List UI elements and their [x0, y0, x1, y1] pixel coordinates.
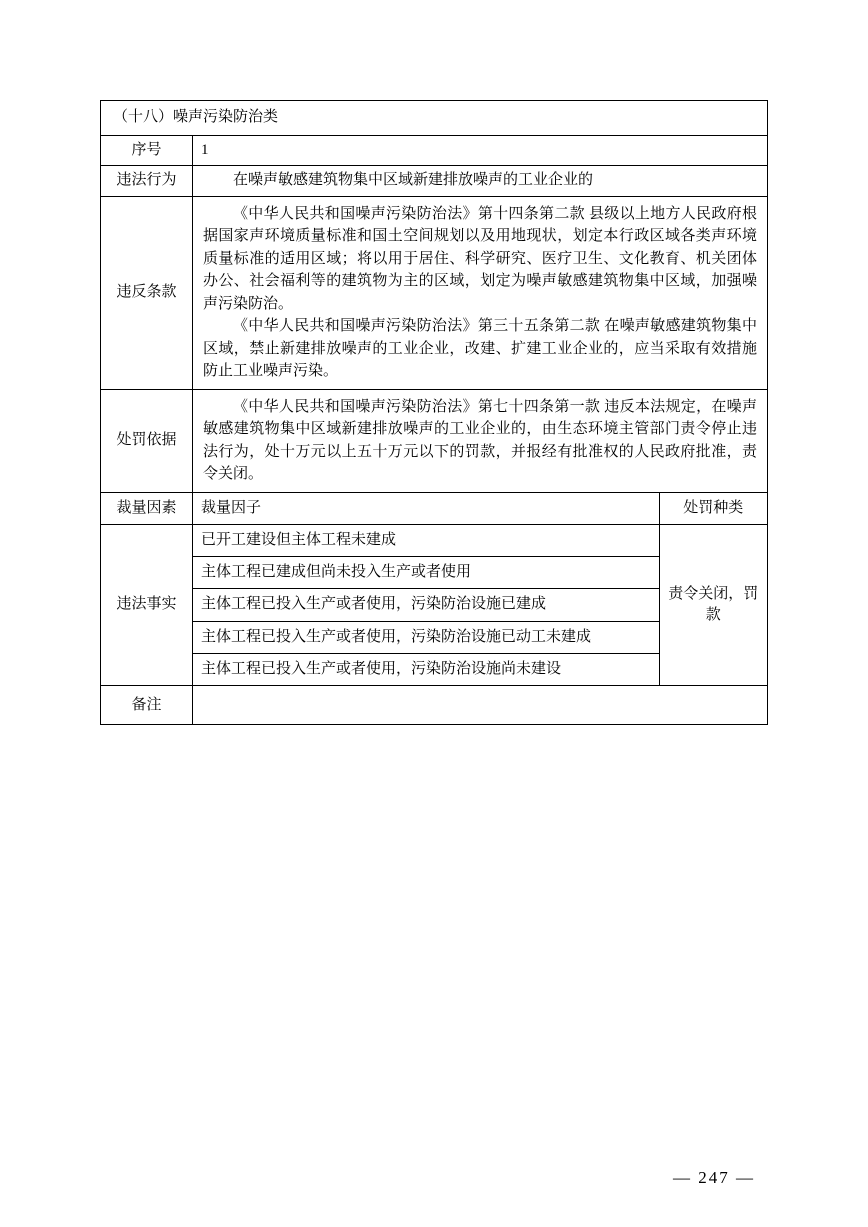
fact-item-2: 主体工程已建成但尚未投入生产或者使用 — [193, 557, 659, 589]
discretion-header-holder — [193, 492, 768, 524]
table-row — [193, 525, 767, 557]
clause-paragraph-1: 《中华人民共和国噪声污染防治法》第十四条第二款 县级以上地方人民政府根据国家声环境质量标准和国土空间规划以及用地现状，划定本行政区域各类声环境质量标准的适用区域；将以用于居住、科学研究、医疗卫生、文化教育、机关团体办公、社会福利等的建筑物为主的区域，划定为噪声敏感建筑物集中区域，加强噪声污染防治。 — [203, 205, 757, 312]
fact-item-1: 已开工建设但主体工程未建成 — [193, 525, 659, 557]
table-row-clause — [101, 196, 768, 389]
penalty-discretion-table — [100, 100, 768, 725]
discretion-header-table — [193, 493, 767, 524]
index-value: 1 — [193, 136, 768, 166]
index-label: 序号 — [101, 136, 193, 166]
penalty-basis-label: 处罚依据 — [101, 389, 193, 492]
note-label: 备注 — [101, 686, 193, 725]
violation-value: 在噪声敏感建筑物集中区域新建排放噪声的工业企业的 — [193, 166, 768, 196]
page-number — [0, 1168, 868, 1188]
table-row-penalty-basis — [101, 389, 768, 492]
table-row-section-title — [101, 101, 768, 136]
discretion-factor-header: 裁量因子 — [201, 499, 262, 516]
discretion-label: 裁量因素 — [101, 492, 193, 524]
table-row-index — [101, 136, 768, 166]
facts-holder — [193, 524, 768, 685]
page-number-text: — 247 — — [673, 1168, 755, 1187]
facts-table — [193, 525, 767, 685]
section-title: （十八）噪声污染防治类 — [101, 101, 768, 136]
fact-item-4: 主体工程已投入生产或者使用，污染防治设施已动工未建成 — [193, 621, 659, 653]
clause-content — [193, 196, 768, 389]
penalty-basis-content — [193, 389, 768, 492]
table-row-violation — [101, 166, 768, 196]
penalty-basis-paragraph-1: 《中华人民共和国噪声污染防治法》第七十四条第一款 违反本法规定，在噪声敏感建筑物集中区域新建排放噪声的工业企业的，由生态环境主管部门责令停止违法行为，处十万元以上五十万元以下的罚款，并报经有批准权的人民政府批准，责令关闭。 — [203, 398, 757, 483]
facts-label: 违法事实 — [101, 524, 193, 685]
fact-item-3: 主体工程已投入生产或者使用，污染防治设施已建成 — [193, 589, 659, 621]
clause-label: 违反条款 — [101, 196, 193, 389]
table-row-discretion-header — [101, 492, 768, 524]
clause-paragraph-2: 《中华人民共和国噪声污染防治法》第三十五条第二款 在噪声敏感建筑物集中区域，禁止新建排放噪声的工业企业，改建、扩建工业企业的，应当采取有效措施防止工业噪声污染。 — [203, 318, 757, 380]
fact-item-5: 主体工程已投入生产或者使用，污染防治设施尚未建设 — [201, 661, 562, 678]
note-value — [193, 686, 768, 725]
penalty-types-value: 责令关闭，罚款 — [659, 525, 767, 685]
discretion-header-row — [193, 493, 767, 524]
violation-label: 违法行为 — [101, 166, 193, 196]
table-row-note — [101, 686, 768, 725]
penalty-type-header: 处罚种类 — [659, 493, 767, 524]
table-row-facts — [101, 524, 768, 685]
